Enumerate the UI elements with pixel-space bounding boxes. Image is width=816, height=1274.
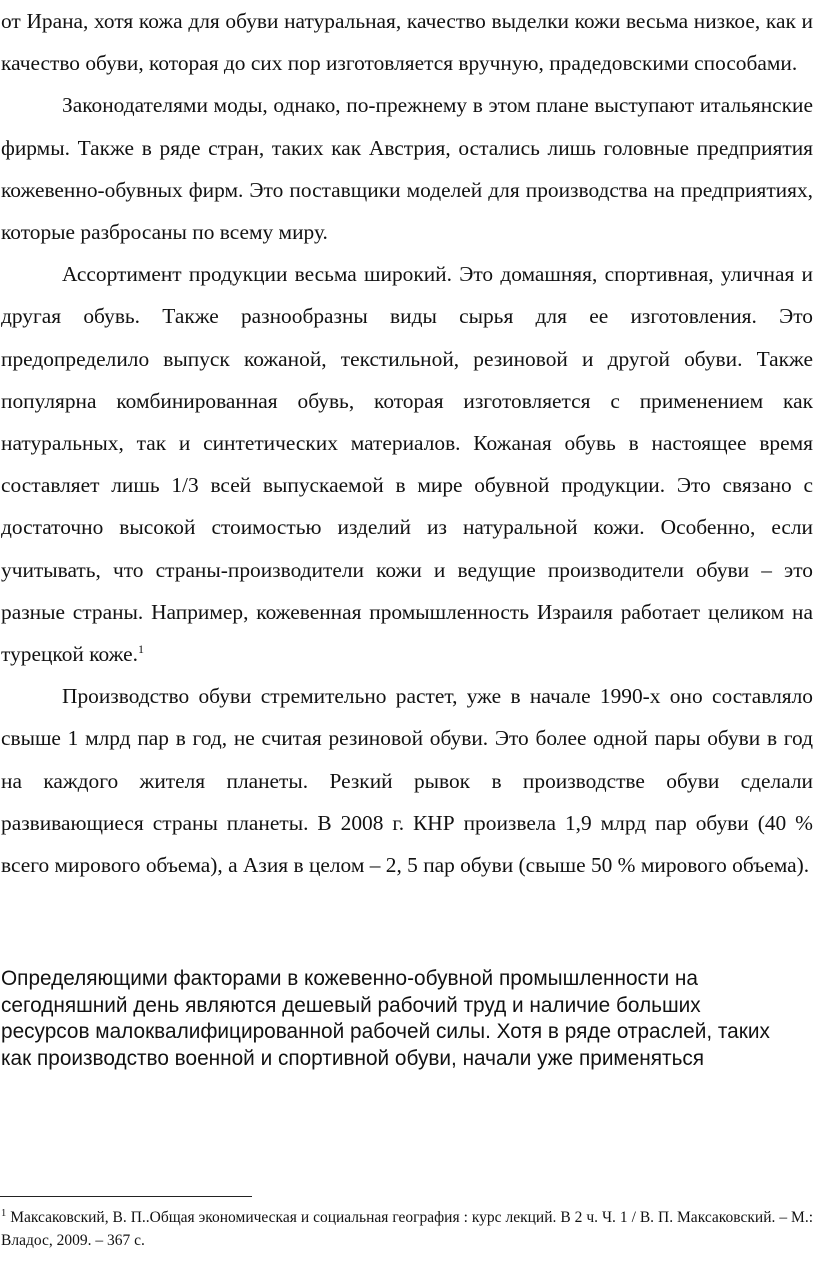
paragraph-assortment — [1, 253, 813, 675]
paragraph-fashion-leaders: Законодателями моды, однако, по-прежнему в этом плане выступают итальянские фирмы. Также в ряде стран, таких как Австрия, остались лишь головные предприятия кожевенно-обувных фирм. Это поставщики моделей для производства на предприятиях, которые разбросаны по всему миру. — [1, 93, 813, 245]
footnote-text: Максаковский, В. П..Общая экономическая и социальная география : курс лекций. В 2 ч. Ч. 1 / В. П. Максаковский. – М.: Владос, 2009. – 367 с. — [1, 1209, 814, 1249]
plain-line: как производство военной и спортивной обуви, начали уже применяться — [1, 1046, 705, 1070]
plain-line: сегодняшний день являются дешевый рабочий труд и наличие больших — [1, 993, 701, 1017]
paragraph-production-growth: Производство обуви стремительно растет, уже в начале 1990-х оно составляло свыше 1 млрд пар в год, не считая резиновой обуви. Это более одной пары обуви в год на каждого жителя планеты. Резкий рывок в производстве обуви сделали развивающиеся страны планеты. В 2008 г. КНР произвела 1,9 млрд пар обуви (40 % всего мирового объема), а Азия в целом – 2, 5 пар обуви (свыше 50 % мирового объема). — [1, 684, 813, 878]
paragraph-continuation: от Ирана, хотя кожа для обуви натуральная, качество выделки кожи весьма низкое, как и качество обуви, которая до сих пор изготовляется вручную, прадедовскими способами. — [1, 9, 813, 76]
footnote-reference[interactable]: 1 — [138, 641, 145, 656]
plain-line: Определяющими факторами в кожевенно-обувной промышленности на — [1, 967, 698, 990]
footnote — [1, 1206, 813, 1252]
plain-line: ресурсов малоквалифицированной рабочей силы. Хотя в ряде отраслей, таких — [1, 1020, 770, 1043]
footnote-number: 1 — [1, 1207, 7, 1219]
footnote-entry — [1, 1206, 813, 1252]
main-text — [1, 0, 813, 886]
plain-paragraph — [1, 966, 813, 1072]
paragraph-assortment-text: Ассортимент продукции весьма широкий. Это домашняя, спортивная, уличная и другая обувь. Также разнообразны виды сырья для ее изготовления. Это предопределило выпуск кожаной, текстильной, резиновой и другой обуви. Также популярна комбинированная обувь, которая изготовляется с применением как натуральных, так и синтетических материалов. Кожаная обувь в настоящее время составляет лишь 1/3 всей выпускаемой в мире обувной продукции. Это связано с достаточно высокой стоимостью изделий из натуральной кожи. Особенно, если учитывать, что страны-производители кожи и ведущие производители обуви – это разные страны. Например, кожевенная промышленность Израиля работает целиком на турецкой коже. — [1, 262, 813, 667]
footnote-separator — [0, 1196, 252, 1197]
